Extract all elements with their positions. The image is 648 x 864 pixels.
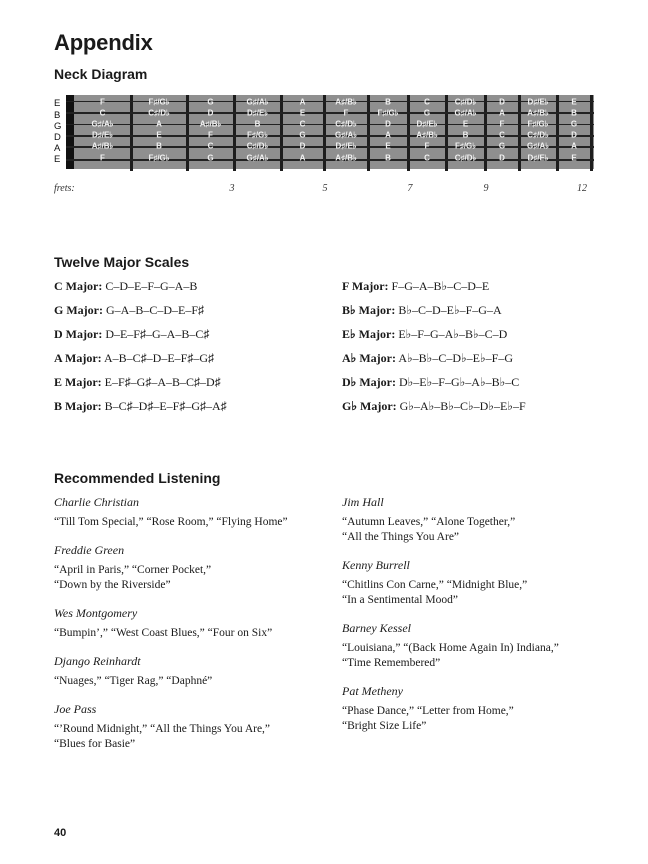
guitar-string	[66, 124, 594, 126]
fret-note: G♯/A♭	[335, 130, 357, 140]
scale-name: D♭ Major:	[342, 375, 396, 389]
scale-name: A♭ Major:	[342, 351, 396, 365]
fret-note: C	[299, 119, 306, 129]
song-list	[54, 722, 270, 752]
scale-notes: A–B–C♯–D–E–F♯–G♯	[104, 351, 215, 365]
song-line: “Down by the Riverside”	[54, 579, 171, 591]
string-label: D	[54, 132, 61, 143]
song-line: “In a Sentimental Mood”	[342, 594, 458, 606]
fret-note: D♯/E♭	[527, 153, 549, 163]
fret-note: C	[424, 97, 430, 107]
fret-note: G	[299, 130, 306, 140]
scale-entry	[342, 351, 513, 366]
artist-name: Django Reinhardt	[54, 654, 141, 668]
fret-note: C	[499, 130, 505, 140]
song-line: “Nuages,” “Tiger Rag,” “Daphné”	[54, 675, 213, 687]
scale-entry	[342, 327, 507, 342]
guitar-string	[66, 101, 594, 102]
scale-entry	[342, 279, 489, 294]
fret-note: G	[207, 153, 214, 163]
fret-note: B	[385, 153, 391, 163]
fret-note: C♯/D♭	[148, 108, 170, 118]
fret-note: C♯/D♭	[454, 97, 477, 107]
song-list	[54, 674, 212, 689]
fret-note: A	[299, 97, 306, 107]
song-line: “Autumn Leaves,” “Alone Together,”	[342, 516, 516, 528]
scale-name: C Major:	[54, 279, 103, 293]
artist-name: Kenny Burrell	[342, 558, 410, 572]
fret-note: E	[299, 108, 306, 118]
scale-notes: F–G–A–B♭–C–D–E	[391, 279, 490, 293]
fret-note: G♯/A♭	[527, 141, 549, 151]
fret-note: D	[385, 119, 391, 129]
fret-note: F♯/G♭	[454, 141, 477, 151]
page-title: Appendix	[54, 30, 153, 55]
scale-name: G♭ Major:	[342, 399, 397, 413]
song-line: “Till Tom Special,” “Rose Room,” “Flying Home”	[54, 516, 288, 528]
fret-note: D♯/E♭	[246, 108, 269, 118]
fret-note: B	[571, 108, 577, 118]
fret-note: F♯/G♭	[527, 119, 549, 129]
fret-note: F	[499, 119, 505, 129]
scale-notes: C–D–E–F–G–A–B	[105, 279, 198, 293]
fret-marker: 12	[577, 183, 587, 194]
fret-note: G	[423, 108, 431, 118]
song-list	[54, 563, 211, 593]
song-line: “April in Paris,” “Corner Pocket,”	[54, 564, 212, 576]
fret-note: D	[571, 130, 577, 140]
fret-note: E	[571, 97, 577, 107]
fret-note: A♯/B♭	[335, 97, 357, 107]
neck-diagram-heading: Neck Diagram	[54, 66, 148, 82]
fret-note: A	[499, 108, 505, 118]
song-line: “Bright Size Life”	[342, 720, 427, 732]
song-line: “Bumpin’,” “West Coast Blues,” “Four on Six”	[54, 627, 273, 639]
scale-name: F Major:	[342, 279, 389, 293]
fret-note: D	[499, 97, 505, 107]
song-list	[342, 578, 527, 608]
string-label: G	[54, 121, 62, 132]
scale-notes: G–A–B–C–D–E–F♯	[105, 303, 204, 317]
fret-note: F♯/G♭	[148, 153, 170, 163]
fret-note: D	[499, 153, 505, 163]
song-line: “Louisiana,” “(Back Home Again In) Indiana,”	[342, 642, 559, 654]
song-line: “Chitlins Con Carne,” “Midnight Blue,”	[342, 579, 528, 591]
artist-name: Jim Hall	[342, 495, 384, 509]
string-label: A	[54, 143, 61, 154]
page-number: 40	[54, 827, 67, 839]
fret-note: F	[100, 97, 105, 107]
fret-note: D	[299, 141, 306, 151]
fret-note: C	[207, 141, 214, 151]
fret-note: D♯/E♭	[527, 97, 549, 107]
scale-notes: E♭–F–G–A♭–B♭–C–D	[398, 327, 508, 341]
song-line: “Time Remembered”	[342, 657, 441, 669]
song-line: “Phase Dance,” “Letter from Home,”	[342, 705, 514, 717]
fret-marker: 3	[229, 183, 235, 194]
fret-note: G♯/A♭	[91, 119, 114, 129]
string-label: E	[54, 98, 61, 109]
fret-note: G	[498, 141, 506, 151]
fret-note: B	[156, 141, 162, 151]
scale-notes: D♭–E♭–F–G♭–A♭–B♭–C	[398, 375, 520, 389]
artist-name: Pat Metheny	[342, 684, 403, 698]
neck-diagram	[54, 93, 594, 173]
fret-marker: 9	[483, 183, 489, 194]
guitar-string	[66, 112, 594, 113]
fret-note: F	[424, 141, 430, 151]
fret-note: B	[254, 119, 261, 129]
scale-notes: B–C♯–D♯–E–F♯–G♯–A♯	[104, 399, 227, 413]
scale-name: E Major:	[54, 375, 102, 389]
scale-name: A Major:	[54, 351, 102, 365]
song-list	[342, 641, 559, 671]
scales-heading: Twelve Major Scales	[54, 254, 190, 270]
scale-name: D Major:	[54, 327, 103, 341]
fret-note: F	[343, 108, 349, 118]
scale-entry	[54, 303, 204, 318]
fret-number-row	[54, 183, 594, 197]
artist-name: Freddie Green	[54, 543, 125, 557]
scale-entry	[342, 399, 526, 414]
scale-entry	[342, 375, 519, 390]
guitar-string	[66, 146, 594, 148]
song-list	[342, 515, 515, 545]
frets-label: frets:	[54, 183, 75, 194]
scale-notes: G♭–A♭–B♭–C♭–D♭–E♭–F	[399, 399, 526, 413]
scale-name: B Major:	[54, 399, 102, 413]
scale-entry	[54, 375, 221, 390]
fret-note: C♯/D♭	[454, 153, 477, 163]
fret-marker: 7	[407, 183, 413, 194]
song-line: “All the Things You Are”	[342, 531, 460, 543]
fret-note: C♯/D♭	[246, 141, 269, 151]
string-label: B	[54, 110, 61, 121]
fret-note: A	[299, 153, 306, 163]
scale-entry	[342, 303, 502, 318]
fret-note: D♯/E♭	[416, 119, 438, 129]
listening-heading: Recommended Listening	[54, 470, 221, 486]
fret-note: C♯/D♭	[335, 119, 357, 129]
scale-entry	[54, 399, 227, 414]
fret-note: D	[207, 108, 214, 118]
scale-name: B♭ Major:	[342, 303, 396, 317]
fret-note: E	[462, 119, 469, 129]
fret-note: A♯/B♭	[527, 108, 549, 118]
fret-note: G♯/A♭	[246, 153, 269, 163]
fret-note: F♯/G♭	[148, 97, 170, 107]
scale-notes: A♭–B♭–C–D♭–E♭–F–G	[398, 351, 513, 365]
fret-note: E	[156, 130, 162, 140]
fretboard	[66, 95, 594, 169]
artist-name: Barney Kessel	[342, 621, 411, 635]
fret-note: F	[208, 130, 213, 140]
scale-notes: D–E–F♯–G–A–B–C♯	[105, 327, 210, 341]
song-line: “’Round Midnight,” “All the Things You Are,”	[54, 723, 271, 735]
fret-note: D♯/E♭	[91, 130, 114, 140]
scale-notes: E–F♯–G♯–A–B–C♯–D♯	[104, 375, 221, 389]
string-names	[54, 93, 64, 173]
scale-notes: B♭–C–D–E♭–F–G–A	[398, 303, 502, 317]
fret-note: B	[385, 97, 391, 107]
fret-note: C	[424, 153, 430, 163]
fret-marker: 5	[322, 183, 328, 194]
fret-note: F♯/G♭	[246, 130, 269, 140]
fret-note: E	[385, 141, 391, 151]
fret-note: A	[156, 119, 162, 129]
fret-note: G♯/A♭	[246, 97, 269, 107]
song-line: “Blues for Basie”	[54, 738, 136, 750]
scale-entry	[54, 279, 197, 294]
fret-note: A♯/B♭	[335, 153, 357, 163]
song-list	[54, 515, 288, 530]
string-label: E	[54, 154, 61, 165]
song-list	[342, 704, 514, 734]
artist-name: Wes Montgomery	[54, 606, 138, 620]
fret-note: G♯/A♭	[454, 108, 477, 118]
song-list	[54, 626, 272, 641]
fret-note: A	[571, 141, 577, 151]
fret-note: E	[571, 153, 577, 163]
fret-note: A♯/B♭	[416, 130, 438, 140]
scale-name: G Major:	[54, 303, 103, 317]
fret-note: A♯/B♭	[199, 119, 222, 129]
guitar-string	[66, 159, 594, 162]
fret-note: G	[570, 119, 578, 129]
scale-name: E♭ Major:	[342, 327, 396, 341]
fret-note: C	[99, 108, 106, 118]
fret-note: A	[385, 130, 391, 140]
fret-note: F	[100, 153, 105, 163]
fret-note: B	[462, 130, 469, 140]
fret-note: A♯/B♭	[91, 141, 114, 151]
guitar-string	[66, 135, 594, 137]
scale-entry	[54, 327, 209, 342]
fret-note: D♯/E♭	[335, 141, 357, 151]
artist-name: Charlie Christian	[54, 495, 140, 509]
scale-entry	[54, 351, 214, 366]
fret-note: F♯/G♭	[377, 108, 399, 118]
artist-name: Joe Pass	[54, 702, 97, 716]
fret-note: C♯/D♭	[527, 130, 549, 140]
fret-note: G	[207, 97, 214, 107]
